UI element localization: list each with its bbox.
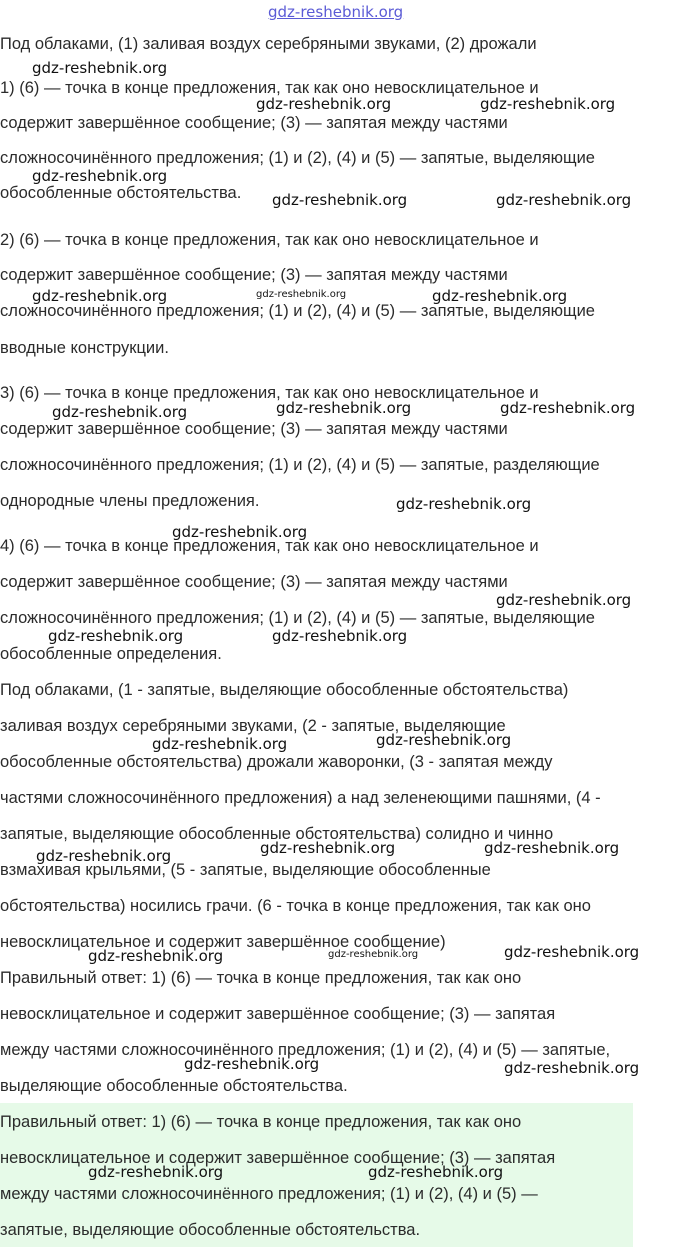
answer-line: Правильный ответ: 1) (6) — точка в конце предложения, так как оно	[0, 1113, 522, 1131]
watermark-text: gdz-reshebnik.org	[32, 287, 168, 305]
watermark-text: gdz-reshebnik.org	[32, 167, 168, 185]
watermark-text: gdz-reshebnik.org	[272, 191, 408, 209]
text-line: вводные конструкции.	[0, 339, 169, 357]
text-line: содержит завершённое сообщение; (3) — запятая между частями	[0, 266, 508, 284]
watermark-text: gdz-reshebnik.org	[328, 949, 419, 960]
text-line: 4) (6) — точка в конце предложения, так как оно невосклицательное и	[0, 537, 539, 555]
watermark-text: gdz-reshebnik.org	[432, 287, 568, 305]
text-line: запятые, выделяющие обособленные обстоятельства) солидно и чинно	[0, 825, 554, 843]
watermark-text: gdz-reshebnik.org	[500, 399, 636, 417]
watermark-text: gdz-reshebnik.org	[256, 95, 392, 113]
watermark-text: gdz-reshebnik.org	[48, 627, 184, 645]
watermark-text: gdz-reshebnik.org	[368, 1163, 504, 1181]
text-line: между частями сложносочинённого предложения; (1) и (2), (4) и (5) — запятые,	[0, 1041, 611, 1059]
site-watermark-link[interactable]: gdz-reshebnik.org	[268, 3, 404, 21]
watermark-text: gdz-reshebnik.org	[32, 59, 168, 77]
text-line: содержит завершённое сообщение; (3) — запятая между частями	[0, 573, 508, 591]
text-line: 2) (6) — точка в конце предложения, так как оно невосклицательное и	[0, 231, 539, 249]
watermark-text: gdz-reshebnik.org	[480, 95, 616, 113]
watermark-text: gdz-reshebnik.org	[496, 591, 632, 609]
text-line: обособленные обстоятельства.	[0, 184, 242, 202]
watermark-text: gdz-reshebnik.org	[276, 399, 412, 417]
text-line: сложносочинённого предложения; (1) и (2), (4) и (5) — запятые, выделяющие	[0, 609, 595, 627]
watermark-text: gdz-reshebnik.org	[36, 847, 172, 865]
watermark-text: gdz-reshebnik.org	[88, 1163, 224, 1181]
text-line: обстоятельства) носились грачи. (6 - точка в конце предложения, так как оно	[0, 897, 591, 915]
answer-line: между частями сложносочинённого предложения; (1) и (2), (4) и (5) —	[0, 1185, 538, 1203]
text-line: 1) (6) — точка в конце предложения, так как оно невосклицательное и	[0, 79, 539, 97]
text-line: содержит завершённое сообщение; (3) — запятая между частями	[0, 114, 508, 132]
watermark-text: gdz-reshebnik.org	[88, 947, 224, 965]
text-line: заливая воздух серебряными звуками, (2 - запятые, выделяющие	[0, 717, 506, 735]
text-line: сложносочинённого предложения; (1) и (2), (4) и (5) — запятые, выделяющие	[0, 302, 595, 320]
text-line: частями сложносочинённого предложения) а над зеленеющими пашнями, (4 -	[0, 789, 601, 807]
text-line: взмахивая крыльями, (5 - запятые, выделяющие обособленные	[0, 861, 491, 879]
watermark-text: gdz-reshebnik.org	[52, 403, 188, 421]
watermark-text: gdz-reshebnik.org	[260, 839, 396, 857]
watermark-text: gdz-reshebnik.org	[504, 943, 640, 961]
watermark-text: gdz-reshebnik.org	[504, 1059, 640, 1077]
text-line: однородные члены предложения.	[0, 492, 260, 510]
watermark-text: gdz-reshebnik.org	[484, 839, 620, 857]
watermark-text: gdz-reshebnik.org	[376, 731, 512, 749]
text-line: Правильный ответ: 1) (6) — точка в конце предложения, так как оно	[0, 969, 522, 987]
text-line: содержит завершённое сообщение; (3) — запятая между частями	[0, 420, 508, 438]
text-line: сложносочинённого предложения; (1) и (2), (4) и (5) — запятые, разделяющие	[0, 456, 600, 474]
text-line: Под облаками, (1) заливая воздух серебряными звуками, (2) дрожали	[0, 35, 537, 53]
watermark-text: gdz-reshebnik.org	[152, 735, 288, 753]
text-line: сложносочинённого предложения; (1) и (2), (4) и (5) — запятые, выделяющие	[0, 149, 595, 167]
text-line: 3) (6) — точка в конце предложения, так как оно невосклицательное и	[0, 384, 539, 402]
text-line: Под облаками, (1 - запятые, выделяющие обособленные обстоятельства)	[0, 681, 569, 699]
watermark-text: gdz-reshebnik.org	[256, 289, 347, 300]
answer-line: невосклицательное и содержит завершённое сообщение; (3) — запятая	[0, 1149, 556, 1167]
text-line: обособленные обстоятельства) дрожали жаворонки, (3 - запятая между	[0, 753, 553, 771]
watermark-text: gdz-reshebnik.org	[272, 627, 408, 645]
text-line: невосклицательное и содержит завершённое сообщение)	[0, 933, 446, 951]
watermark-text: gdz-reshebnik.org	[496, 191, 632, 209]
answer-line: запятые, выделяющие обособленные обстоятельства.	[0, 1221, 421, 1239]
watermark-text: gdz-reshebnik.org	[396, 495, 532, 513]
text-line: невосклицательное и содержит завершённое сообщение; (3) — запятая	[0, 1005, 556, 1023]
watermark-text: gdz-reshebnik.org	[172, 523, 308, 541]
text-line: обособленные определения.	[0, 645, 222, 663]
watermark-text: gdz-reshebnik.org	[184, 1055, 320, 1073]
text-line: выделяющие обособленные обстоятельства.	[0, 1077, 348, 1095]
